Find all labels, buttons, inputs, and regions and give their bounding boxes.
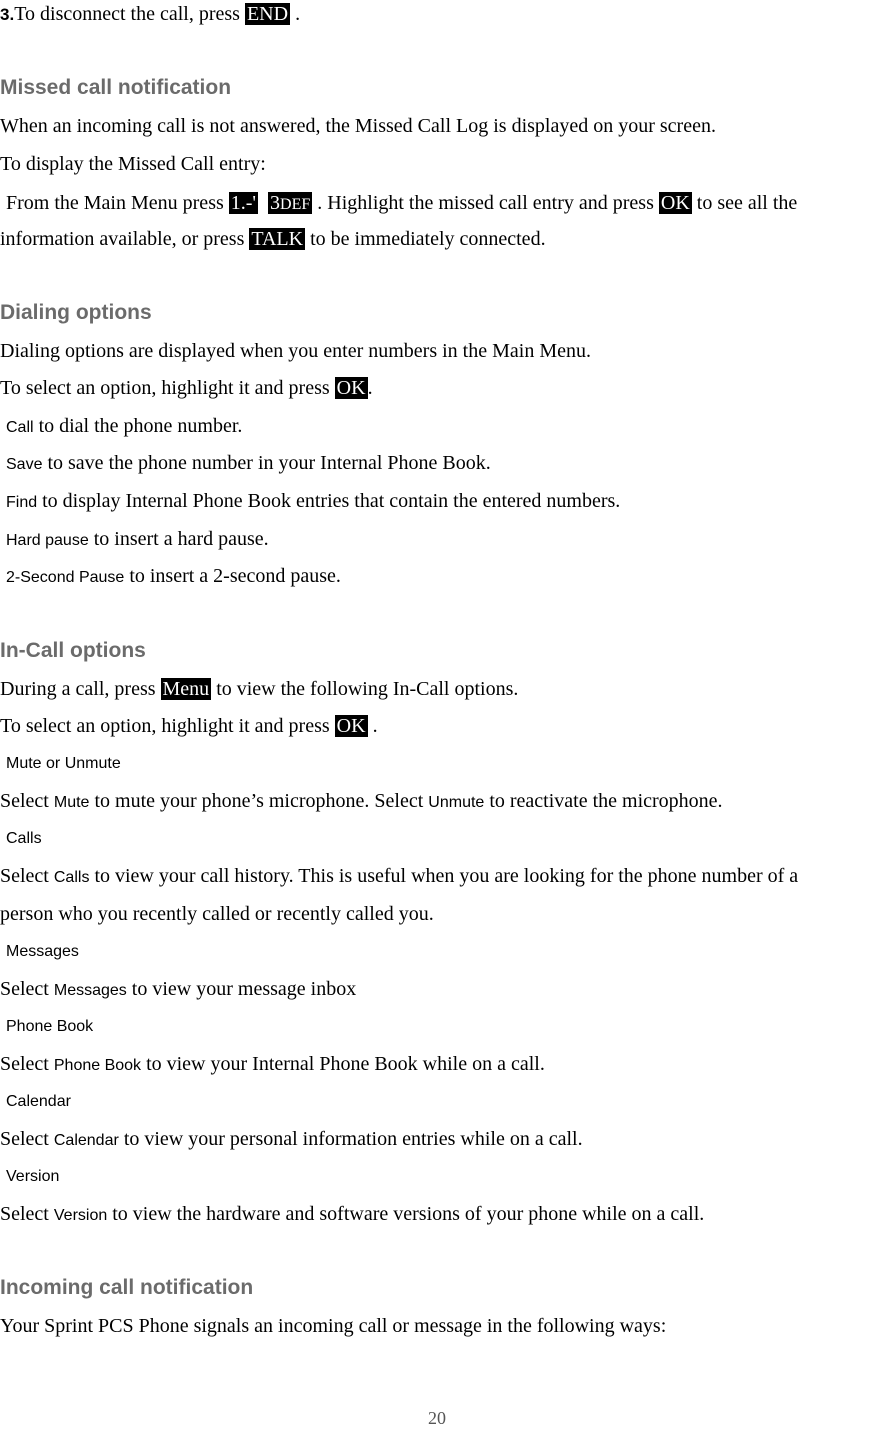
version-term: Version <box>53 1207 108 1224</box>
messages-end: to view your message inbox <box>126 978 357 1000</box>
missed-b1-line2-pre: information available, or press <box>0 228 250 250</box>
messages-title <box>0 940 79 964</box>
missed-bullet-1-line2 <box>0 227 546 251</box>
unmute-term: Unmute <box>428 794 485 811</box>
phonebook-term: Phone Book <box>53 1057 142 1074</box>
incall-heading: In-Call options <box>0 639 146 662</box>
incall-p2-pre: To select an option, highlight it and press <box>0 715 335 737</box>
dialing-item-desc: to dial the phone number. <box>33 415 243 437</box>
mute-term: Mute <box>53 794 90 811</box>
page-number: 20 <box>428 1408 446 1428</box>
calls-pre: Select <box>0 865 54 887</box>
messages-desc <box>0 977 356 1003</box>
messages-title-text: Messages <box>6 943 79 960</box>
dialing-heading: Dialing options <box>0 301 152 324</box>
missed-p2: To display the Missed Call entry: <box>0 153 266 175</box>
version-title-text: Version <box>6 1168 60 1185</box>
dialing-p2-end: . <box>367 377 373 399</box>
dialing-item-term: Find <box>6 494 38 511</box>
calls-desc <box>0 864 798 890</box>
calls-desc-line2: person who you recently called or recently called you. <box>0 903 434 925</box>
phonebook-title-text: Phone Book <box>6 1018 94 1035</box>
calls-term: Calls <box>53 869 90 886</box>
dialing-item-term: Save <box>6 456 43 473</box>
dialing-item <box>0 564 341 590</box>
ok-key: OK <box>660 192 690 214</box>
calendar-end: to view your personal information entries while on a call. <box>118 1128 583 1150</box>
incoming-heading: Incoming call notification <box>0 1276 254 1299</box>
calendar-title <box>0 1090 71 1114</box>
step-end: . <box>290 3 301 25</box>
incoming-p1: Your Sprint PCS Phone signals an incoming call or message in the following ways: <box>0 1315 667 1337</box>
phonebook-title <box>0 1015 93 1039</box>
messages-term: Messages <box>53 982 127 999</box>
dialing-item-desc: to display Internal Phone Book entries that contain the entered numbers. <box>37 490 621 512</box>
ok-key: OK <box>336 715 366 737</box>
missed-b1-line2-end: to be immediately connected. <box>305 228 546 250</box>
incall-p2-end: . <box>367 715 378 737</box>
messages-pre: Select <box>0 978 54 1000</box>
ok-key: OK <box>336 377 366 399</box>
dialing-item <box>0 527 269 553</box>
version-desc <box>0 1202 704 1228</box>
mute-mid: to mute your phone’s microphone. Select <box>89 790 429 812</box>
calendar-title-text: Calendar <box>6 1093 71 1110</box>
incall-p1 <box>0 677 518 701</box>
calendar-term: Calendar <box>53 1132 119 1149</box>
key-3: 3DEF <box>270 192 311 214</box>
mute-title <box>0 752 121 776</box>
missed-b1-mid: . Highlight the missed call entry and press <box>312 192 659 214</box>
dialing-item-desc: to save the phone number in your Internal Phone Book. <box>42 452 491 474</box>
missed-p1: When an incoming call is not answered, the Missed Call Log is displayed on your screen. <box>0 115 716 137</box>
talk-key: TALK <box>251 228 304 250</box>
dialing-item <box>0 489 620 515</box>
missed-bullet-1 <box>0 191 797 217</box>
version-end: to view the hardware and software versions of your phone while on a call. <box>107 1203 705 1225</box>
calls-title-text: Calls <box>6 830 42 847</box>
mute-end: to reactivate the microphone. <box>484 790 723 812</box>
end-key: END <box>246 3 289 25</box>
dialing-p2 <box>0 376 373 400</box>
incall-p1-pre: During a call, press <box>0 678 161 700</box>
dialing-item-desc: to insert a hard pause. <box>88 528 269 550</box>
dialing-item <box>0 451 491 477</box>
missed-b1-pre: From the Main Menu press <box>6 192 229 214</box>
step-3 <box>0 2 300 27</box>
mute-title-text: Mute or Unmute <box>6 755 121 772</box>
menu-key: Menu <box>162 678 210 700</box>
dialing-item <box>0 414 242 440</box>
calendar-pre: Select <box>0 1128 54 1150</box>
dialing-item-term: 2-Second Pause <box>6 569 125 586</box>
incall-p2 <box>0 714 378 738</box>
dialing-item-term: Hard pause <box>6 532 89 549</box>
dialing-item-desc: to insert a 2-second pause. <box>124 565 341 587</box>
incall-p1-end: to view the following In-Call options. <box>211 678 519 700</box>
mute-pre: Select <box>0 790 54 812</box>
calls-title <box>0 827 42 851</box>
step-number: 3. <box>0 5 15 24</box>
missed-b1-end: to see all the <box>691 192 798 214</box>
dialing-p2-pre: To select an option, highlight it and press <box>0 377 335 399</box>
calls-end: to view your call history. This is useful when you are looking for the phone number of a <box>89 865 799 887</box>
step-text: To disconnect the call, press <box>14 3 245 25</box>
dialing-item-term: Call <box>6 419 34 436</box>
phonebook-end: to view your Internal Phone Book while on a call. <box>141 1053 545 1075</box>
missed-heading: Missed call notification <box>0 76 232 99</box>
phonebook-pre: Select <box>0 1053 54 1075</box>
dialing-p1: Dialing options are displayed when you enter numbers in the Main Menu. <box>0 340 591 362</box>
version-pre: Select <box>0 1203 54 1225</box>
key-1: 1.-' <box>230 192 257 214</box>
mute-desc <box>0 789 723 815</box>
calendar-desc <box>0 1127 583 1153</box>
version-title <box>0 1165 59 1189</box>
phonebook-desc <box>0 1052 545 1078</box>
